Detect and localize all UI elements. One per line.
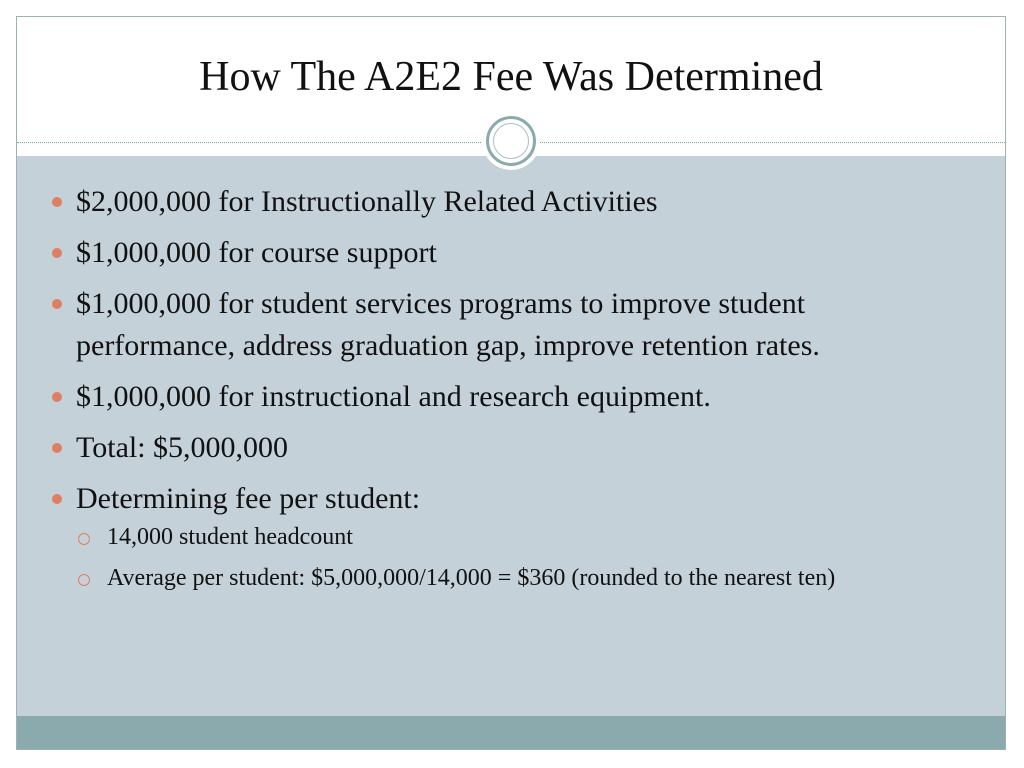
bullet-dot-icon xyxy=(52,494,62,504)
slide-title: How The A2E2 Fee Was Determined xyxy=(199,54,823,100)
bullet-dot-icon xyxy=(52,248,62,258)
bullet-dot-icon xyxy=(52,392,62,402)
bullet-item xyxy=(47,283,957,367)
ring-ornament-icon xyxy=(482,112,540,170)
sub-bullet-container xyxy=(47,520,957,595)
bullet-dot-icon xyxy=(52,197,62,207)
bullet-item xyxy=(47,232,957,274)
sub-bullet-circle-icon xyxy=(78,533,90,545)
sub-bullet-list xyxy=(76,520,916,595)
bullet-item xyxy=(47,181,957,223)
bullet-item xyxy=(47,376,957,418)
sub-bullet-item xyxy=(76,561,916,595)
slide xyxy=(16,16,1006,750)
bullet-list xyxy=(47,181,957,602)
bullet-text: $1,000,000 for instructional and research equipment. xyxy=(76,380,711,413)
bullet-dot-icon xyxy=(52,299,62,309)
sub-bullet-circle-icon xyxy=(78,574,90,586)
sub-bullet-item xyxy=(76,520,916,554)
bullet-text: $2,000,000 for Instructionally Related Activities xyxy=(76,185,658,218)
bullet-text: Determining fee per student: xyxy=(76,482,421,515)
bullet-text: $1,000,000 for student services programs to improve student performance, address graduation gap, improve retention rates. xyxy=(76,287,820,362)
sub-bullet-text: 14,000 student headcount xyxy=(107,524,353,550)
bullet-dot-icon xyxy=(52,443,62,453)
bullet-text: Total: $5,000,000 xyxy=(76,431,289,464)
bullet-item xyxy=(47,427,957,469)
bullet-text: $1,000,000 for course support xyxy=(76,236,437,269)
bullet-item xyxy=(47,478,957,520)
sub-bullet-text: Average per student: $5,000,000/14,000 = $360 (rounded to the nearest ten) xyxy=(107,565,836,591)
footer-bar xyxy=(17,716,1005,750)
